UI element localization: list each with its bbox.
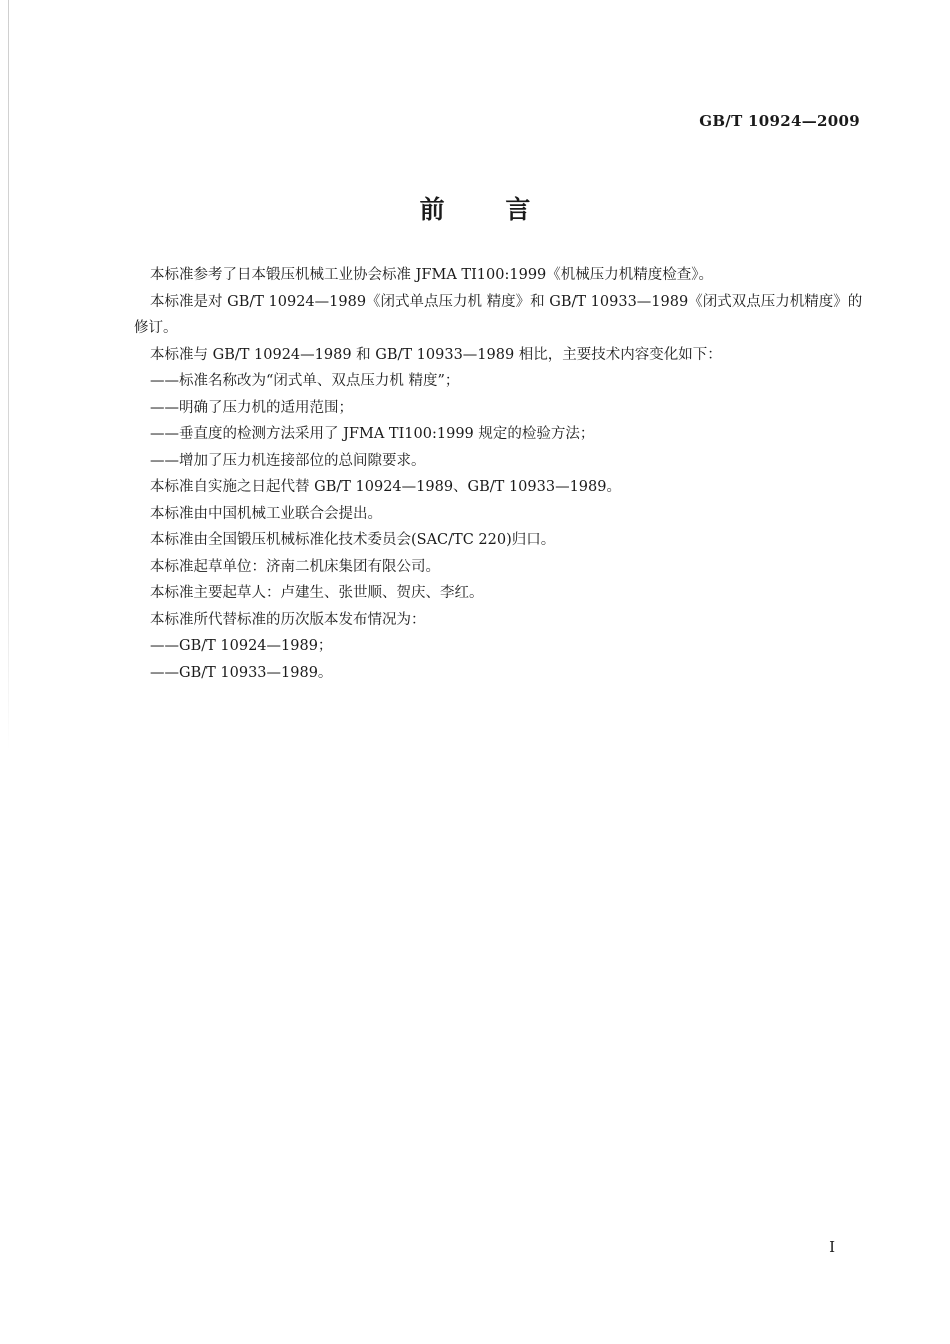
page-number: I [829,1238,835,1256]
foreword-body [134,262,864,686]
list-item: ——GB/T 10933—1989。 [150,664,333,681]
paragraph: 本标准主要起草人：卢建生、张世顺、贺庆、李红。 [150,585,484,601]
page-title: 前 言 [419,195,557,224]
paragraph: 本标准自实施之日起代替 GB/T 10924—1989、GB/T 10933—1989。 [150,479,621,495]
list-item: ——明确了压力机的适用范围； [150,399,353,416]
scan-edge-line [8,0,9,750]
paragraph: 本标准起草单位：济南二机床集团有限公司。 [150,558,440,575]
list-item: ——增加了压力机连接部位的总间隙要求。 [150,452,426,469]
standard-number: GB/T 10924—2009 [699,112,860,130]
paragraph: 本标准是对 GB/T 10924—1989《闭式单点压力机 精度》和 GB/T 10933—1989《闭式双点压力机精度》的修订。 [134,293,863,336]
paragraph: 本标准所代替标准的历次版本发布情况为： [150,611,426,628]
paragraph: 本标准与 GB/T 10924—1989 和 GB/T 10933—1989 相比，主要技术内容变化如下： [150,346,722,363]
list-item: ——标准名称改为“闭式单、双点压力机 精度”； [150,373,460,389]
list-item: ——垂直度的检测方法采用了 JFMA TⅠ100:1999 规定的检验方法； [150,426,595,442]
paragraph: 本标准参考了日本锻压机械工业协会标准 JFMA TⅠ100:1999《机械压力机精度检查》。 [150,267,714,283]
paragraph: 本标准由全国锻压机械标准化技术委员会(SAC/TC 220)归口。 [150,532,556,548]
paragraph: 本标准由中国机械工业联合会提出。 [150,505,382,522]
list-item: ——GB/T 10924—1989； [150,638,333,654]
